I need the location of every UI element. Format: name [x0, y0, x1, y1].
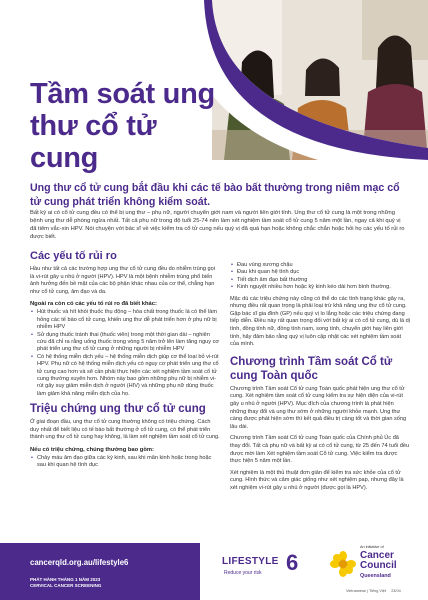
footer-url-link[interactable]: cancerqld.org.au/lifestyle6 [30, 558, 129, 567]
lifestyle-tagline: Reduce your risk [224, 570, 262, 576]
symptoms-note: Mặc dù các triệu chứng này cũng có thể do các tình trạng khác gây ra, nhưng điều rất quan trọng là phải loại trừ khả năng ung thư cổ tử cung. Gặp bác sĩ gia đình (GP) nếu quý vị lo lắng hoặc các triệu chứng đang tiếp diễn. Điều này rất quan trọng đối với bất kỳ ai có cổ tử cung, dù là dị tính, đồng tính nữ, đồng tính nam, song tính, chuyển giới hay liên giới tính, hãy đảm bảo rằng quý vị luôn cập nhật các xét nghiệm tầm soát của mình. [230, 295, 410, 348]
list-item: • Hút thuốc và hít khói thuốc thụ động – hóa chất trong thuốc lá có thể làm hỏng các tế bào cổ tử cung, khiến ung thư dễ phát triển hơn ở phụ nữ bị nhiễm HPV [30, 309, 220, 331]
symptoms-list [30, 455, 220, 470]
cc-state: Queensland [360, 573, 391, 579]
list-item: • Đau khi quan hệ tình dục [230, 269, 410, 276]
risk-heading: Các yếu tố rủi ro [30, 250, 117, 262]
list-item: • Đau vùng xương chậu [230, 262, 410, 269]
daffodil-icon [330, 551, 356, 577]
issue-topic: CERVICAL CANCER SCREENING [30, 583, 102, 588]
risk-subhead: Ngoài ra còn có các yếu tố rủi ro đã biết khác: [30, 301, 157, 308]
list-item: • Kinh nguyệt nhiều hơn hoặc kỳ kinh kéo dài hơn bình thường. [230, 284, 410, 291]
lifestyle6-logo [222, 548, 310, 582]
list-item: • Chảy máu âm đạo giữa các kỳ kinh, sau khi mãn kinh hoặc trong hoặc sau khi quan hệ tình dục [30, 455, 220, 470]
symptoms-paragraph: Ở giai đoạn đầu, ung thư cổ tử cung thường không có triệu chứng. Cách duy nhất để biết liệu có tế bào bất thường ở cổ tử cung, có thể phát triển thành ung thư cổ tử cung hay không, là làm xét nghiệm tầm soát cổ tử cung. [30, 419, 220, 441]
intro-paragraph: Bất kỳ ai có cổ tử cung đều có thể bị ung thư – phụ nữ, người chuyển giới nam và người liên giới tính. Ung thư cổ tử cung là một trong những bệnh ung thư dễ phòng ngừa nhất. Tất cả phụ nữ trong độ tuổi 25-74 nên làm xét nghiệm tầm soát cổ tử cung 5 năm một lần, ngay cả khi quý vị đã tiêm vắc-xin HPV. Nói chuyện với bác sĩ về việc kiểm tra cổ tử cung nếu quý vị đã quá hạn hoặc không chắc chắn hoặc hỏi họ các yếu tố rủi ro được biết. [30, 210, 405, 240]
risk-list [30, 309, 220, 398]
left-column [30, 250, 220, 474]
program-paragraph-2: Chương trình Tầm soát Cổ tử cung Toàn quốc của Chính phủ Úc đã thay đổi. Tất cả phụ nữ và bất kỳ ai có cổ tử cung, từ 25 đến 74 tuổi đều được mời làm Xét nghiệm tầm soát Cổ tử cung. Việc kiểm tra được thực hiện 5 năm một lần. [230, 435, 410, 465]
doc-code: 23/04 [391, 589, 401, 593]
lede: Ung thư cổ tử cung bắt đầu khi các tế bào bất thường trong niêm mạc cổ tử cung phát triển không kiểm soát. [30, 182, 400, 208]
right-column [230, 262, 410, 497]
risk-paragraph: Hầu như tất cả các trường hợp ung thư cổ tử cung đều do nhiễm trùng gọi là vi-rút gây u nhú ở người (HPV). HPV là một bệnh nhiễm trùng phổ biến ảnh hưởng đến bề mặt của các bộ phận khác nhau của cơ thể, chẳng hạn như cổ tử cung, âm đạo và da. [30, 266, 215, 295]
program-heading: Chương trình Tầm soát Cổ tử cung Toàn quốc [230, 355, 393, 382]
language-label [346, 589, 401, 593]
footer-issue [30, 577, 101, 589]
cc-name-line-2: Council [360, 560, 397, 571]
program-paragraph-1: Chương trình Tầm soát Cổ tử cung Toàn quốc phát hiện ung thư cổ tử cung. Xét nghiệm tầm soát cổ tử cung kiểm tra sự hiện diện của vi-rút gây u nhú ở người (HPV). Mục đích của chương trình là phát hiện những thay đổi và ung thư sớm ở những người khỏe mạnh. Ung thư càng được phát hiện sớm thì kết quả điều trị càng tốt và thời gian sống lâu dài. [230, 385, 407, 430]
list-item: • Sử dụng thuốc tránh thai (thuốc viên) trong một thời gian dài – nghiên cứu đã chỉ ra rằng uống thuốc trong vòng 5 năm trở lên làm tăng nguy cơ phát triển ung thư cổ tử cung ở những người bị nhiễm HPV [30, 332, 220, 354]
page-title: Tầm soát ung thư cổ tử cung [30, 78, 215, 174]
language-text: Vietnamese | Tiếng Việt [346, 589, 386, 593]
program-paragraph-3: Xét nghiệm là một thủ thuật đơn giản để kiểm tra sức khỏe của cổ tử cung. Hình thức và cảm giác giống như xét nghiệm pap, nhưng đây là xét nghiệm vi-rút gây u nhú ở người (được gọi là HPV). [230, 469, 404, 491]
lifestyle-word: LIFESTYLE [222, 556, 279, 567]
issue-date: PHÁT HÀNH THÁNG 1 NĂM 2023 [30, 577, 101, 582]
symptoms-heading: Triệu chứng ung thư cổ tử cung [30, 403, 206, 416]
cc-name-line-1: Cancer [360, 550, 394, 561]
cancer-council-logo [330, 545, 420, 585]
list-item: • Tiết dịch âm đạo bất thường [230, 277, 410, 284]
list-item: • Có hệ thống miễn dịch yếu – hệ thống miễn dịch giúp cơ thể loại bỏ vi-rút HPV. Phụ nữ có hệ thống miễn dịch yếu có nguy cơ phát triển ung thư cổ tử cung cao hơn và sẽ cần phải thực hiện các xét nghiệm tầm soát cổ tử cung thường xuyên hơn. Nhóm này bao gồm những phụ nữ bị nhiễm vi-rút gây suy giảm miễn dịch ở người (HIV) và những phụ nữ dùng thuốc làm giảm khả năng miễn dịch của họ. [30, 354, 220, 398]
symptoms-list-continued [230, 262, 410, 292]
cc-name [360, 551, 397, 571]
lifestyle-six: 6 [286, 550, 299, 575]
footer-band [0, 543, 200, 600]
cc-initiative: An initiative of [360, 545, 384, 549]
symptoms-subhead: Nếu có triệu chứng, chúng thường bao gồm: [30, 447, 154, 454]
